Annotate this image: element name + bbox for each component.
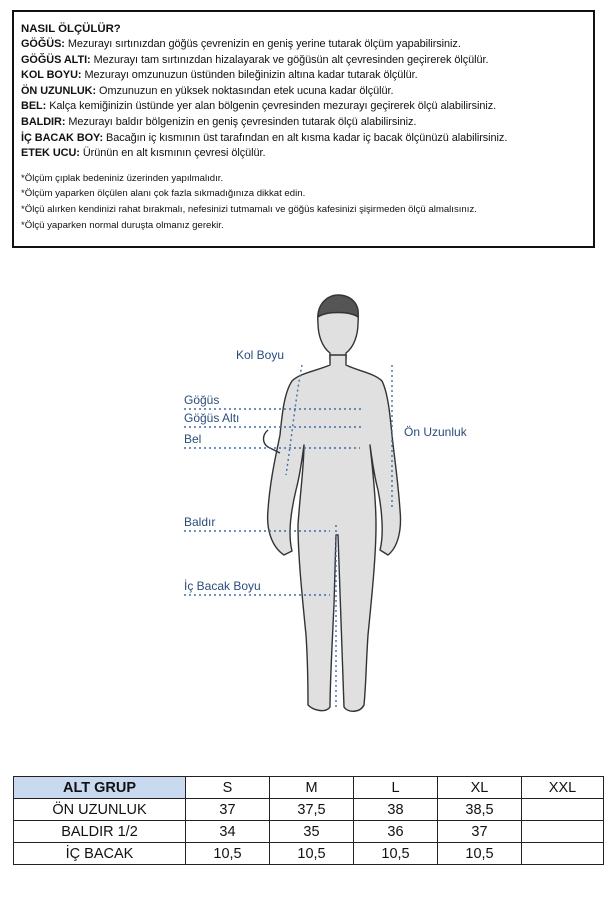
table-cell: 38 [354,799,438,821]
note-line: *Ölçü yaparken normal duruşta olmanız gerekir. [21,219,224,231]
header-size-s: S [186,777,270,799]
table-cell: 10,5 [270,843,354,865]
table-cell: 36 [354,821,438,843]
guide-item-gogus-alti: GÖĞÜS ALTI: Mezurayı tam sırtınızdan hizalayarak ve göğüsün alt çevresinden geçirerek ölçülür. [21,53,489,66]
header-alt-grup: ALT GRUP [14,777,186,799]
note-line: *Ölçü alırken kendinizi rahat bırakmalı, nefesinizi tutmamalı ve göğüs kafesinizi şişirmeden ölçü almalısınız. [21,203,477,215]
header-size-l: L [354,777,438,799]
table-cell: 37 [438,821,522,843]
table-row [14,821,604,843]
header-size-xxl: XXL [522,777,604,799]
table-cell: 34 [186,821,270,843]
label-on-uzunluk: Ön Uzunluk [404,425,467,439]
table-row [14,843,604,865]
measurement-guide [12,10,595,248]
guide-item-bel: BEL: Kalça kemiğinizin üstünde yer alan bölgenin çevresinden mezurayı geçirerek ölçü alabilirsiniz. [21,100,497,113]
note-line: *Ölçüm yaparken ölçülen alanı çok fazla sıkmadığınıza dikkat edin. [21,188,306,200]
table-cell [522,821,604,843]
label-bel: Bel [184,432,202,446]
table-cell: 10,5 [354,843,438,865]
table-row [14,799,604,821]
header-size-m: M [270,777,354,799]
table-cell: 10,5 [438,843,522,865]
note-line: *Ölçüm çıplak bedeniniz üzerinden yapılmalıdır. [21,172,224,184]
row-label: BALDIR 1/2 [14,821,186,843]
guide-item-etek-ucu: ETEK UCU: Ürünün en alt kısmının çevresi ölçülür. [21,147,266,160]
table-cell: 37,5 [270,799,354,821]
table-cell [522,799,604,821]
body-measurement-figure [0,285,613,725]
label-baldir: Baldır [184,515,216,529]
row-label: ÖN UZUNLUK [14,799,186,821]
label-ic-bacak-boyu: İç Bacak Boyu [184,579,261,593]
guide-item-baldir: BALDIR: Mezurayı baldır bölgenizin en geniş çevresinden tutarak ölçü alabilirsiniz. [21,115,417,128]
guide-notes [21,171,593,233]
row-label: İÇ BACAK [14,843,186,865]
label-gogus-alti: Göğüs Altı [184,411,240,425]
guide-item-kol-boyu: KOL BOYU: Mezurayı omzunuzun üstünden bileğinizin altına kadar tutarak ölçülür. [21,69,418,82]
table-cell: 37 [186,799,270,821]
guide-item-on-uzunluk: ÖN UZUNLUK: Omzunuzun en yüksek noktasından etek ucuna kadar ölçülür. [21,84,394,97]
label-gogus: Göğüs [184,393,220,407]
table-cell: 35 [270,821,354,843]
guide-title: NASIL ÖLÇÜLÜR? [21,23,121,35]
header-size-xl: XL [438,777,522,799]
table-cell: 10,5 [186,843,270,865]
label-kol-boyu: Kol Boyu [236,348,285,362]
table-cell [522,843,604,865]
size-table [13,776,604,865]
guide-item-ic-bacak-boy: İÇ BACAK BOY: Bacağın iç kısmının üst tarafından en alt kısma kadar iç bacak ölçünüzü alabilirsiniz. [21,131,508,144]
table-header-row [14,777,604,799]
table-cell: 38,5 [438,799,522,821]
body-silhouette-illustration [0,285,613,725]
guide-item-gogus: GÖĞÜS: Mezurayı sırtınızdan göğüs çevrenizin en geniş yerine tutarak ölçüm yapabilirsiniz. [21,38,461,50]
